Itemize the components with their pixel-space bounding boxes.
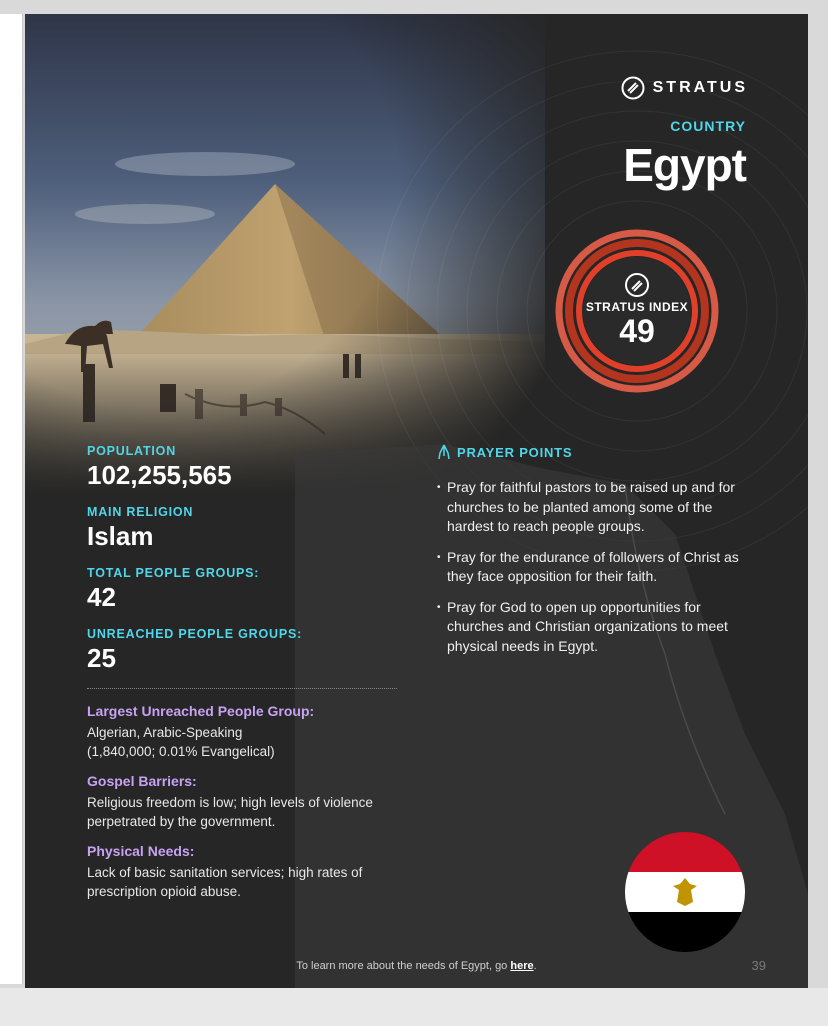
physical-needs-text: Lack of basic sanitation services; high rates of prescription opioid abuse. (87, 865, 363, 899)
country-label: COUNTRY (670, 118, 746, 134)
prayer-item: • Pray for the endurance of followers of Christ as they face opposition for their faith. (437, 548, 757, 587)
prayer-points-header (437, 444, 757, 460)
physical-needs-title: Physical Needs: (87, 843, 195, 859)
largest-group-line1: Algerian, Arabic-Speaking (87, 725, 243, 740)
brand-logo (621, 76, 748, 100)
stratus-index (555, 229, 719, 393)
total-groups-label: TOTAL PEOPLE GROUPS: (87, 566, 260, 580)
unreached-groups-stat (87, 627, 397, 674)
unreached-groups-label: UNREACHED PEOPLE GROUPS: (87, 627, 303, 641)
prayer-points (437, 444, 757, 667)
index-value: 49 (619, 313, 655, 349)
country-name: Egypt (623, 139, 746, 191)
prayer-list (437, 478, 757, 656)
prayer-points-title: PRAYER POINTS (457, 444, 573, 460)
footer-suffix: . (533, 960, 537, 972)
country-stats (87, 444, 397, 901)
document-page (25, 14, 808, 988)
praying-hands-icon (437, 444, 451, 460)
largest-group-title: Largest Unreached People Group: (87, 703, 315, 719)
population-stat (87, 444, 397, 491)
religion-label: MAIN RELIGION (87, 505, 194, 519)
page-number: 39 (751, 958, 766, 973)
population-label: POPULATION (87, 444, 177, 458)
gospel-barriers-title: Gospel Barriers: (87, 773, 197, 789)
largest-group-line2: (1,840,000; 0.01% Evangelical) (87, 744, 275, 759)
index-label: STRATUS INDEX (585, 300, 689, 314)
viewer-background (0, 988, 828, 1026)
total-groups-stat (87, 566, 397, 613)
total-groups-value: 42 (87, 582, 116, 612)
unreached-groups-value: 25 (87, 643, 116, 673)
religion-value: Islam (87, 521, 154, 551)
brand-name: STRATUS (652, 79, 748, 96)
prayer-item: • Pray for God to open up opportunities for churches and Christian organizations to meet physical needs in Egypt. (437, 598, 757, 657)
gospel-barriers-text: Religious freedom is low; high levels of violence perpetrated by the government. (87, 795, 373, 829)
prayer-item: • Pray for faithful pastors to be raised up and for churches to be planted among some of the hardest to reach people groups. (437, 478, 757, 537)
population-value: 102,255,565 (87, 460, 232, 490)
largest-group-text (87, 723, 397, 761)
learn-more-link[interactable]: here (510, 960, 534, 972)
stats-divider (87, 688, 397, 689)
religion-stat (87, 505, 397, 552)
egypt-flag (625, 832, 745, 952)
previous-page-edge (0, 14, 23, 984)
stratus-logo-icon (621, 76, 645, 100)
footer-prefix: To learn more about the needs of Egypt, go (296, 960, 511, 972)
footer-note (25, 960, 808, 972)
